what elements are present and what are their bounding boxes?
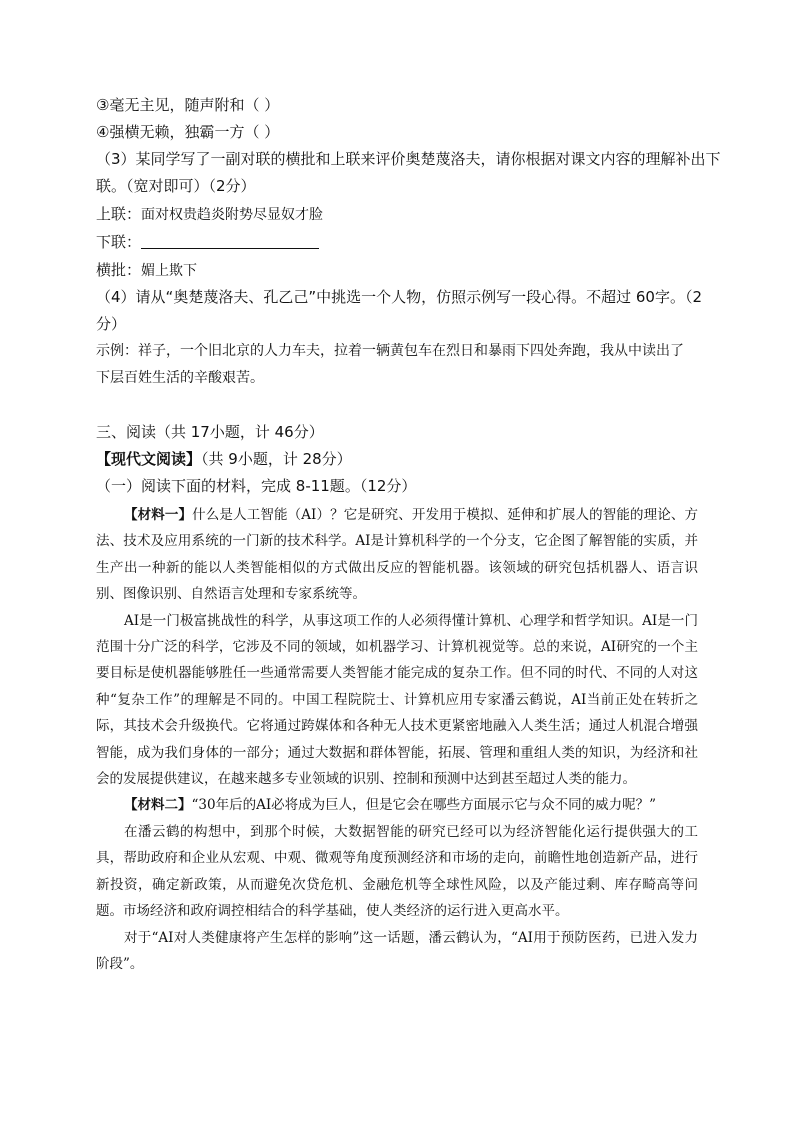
- q3-stem-line-1: （3）某同学写了一副对联的横批和上联来评价奥楚蔑洛夫，请你根据对课文内容的理解补出下: [96, 150, 721, 168]
- couplet-upper: [96, 203, 323, 226]
- q4-line-1: （4）请从“奥楚蔑洛夫、孔乙己”中挑选一个人物，仿照示例写一段心得。不超过 60字。（2: [96, 288, 702, 306]
- q3-stem-line-2: 联。（宽对即可）（2分）: [96, 177, 256, 195]
- q4-line-2: 分）: [96, 315, 127, 333]
- material-2-quote-text: “30年后的AI必将成为巨人，但是它会在哪些方面展示它与众不同的威力呢？”: [191, 797, 657, 814]
- example-line-2: 下层百姓生活的辛酸艰苦。: [96, 370, 264, 386]
- banner-label: 横批：: [96, 261, 142, 279]
- material-1-para-1-text: 什么是人工智能（AI）？它是研究、开发用于模拟、延伸和扩展人的智能的理论、方法、技术及应用系统的一门新的技术科学。AI是计算机科学的一个分支，它企图了解智能的实质，并生产出一种新的能以人类智能相似的方式做出反应的智能机器。该领域的研究包括机器人、语言识别、图像识别、自然语言处理和专家系统等。: [96, 507, 698, 603]
- reading-material: [96, 502, 698, 977]
- material-2-label: 【材料二】: [124, 797, 192, 814]
- lower-label: 下联：: [96, 233, 142, 251]
- material-2-para-2: 对于“AI对人类健康将产生怎样的影响”这一话题，潘云鹤认为，“AI用于预防医药，已进入发力阶段”。: [96, 929, 698, 972]
- example-line-1: 示例：祥子，一个旧北京的人力车夫，拉着一辆黄包车在烈日和暴雨下四处奔跑，我从中读出了: [96, 343, 684, 359]
- subsection-rest: （共 9小题，计 28分）: [201, 450, 352, 468]
- q3-option-3: ③毫无主见，随声附和（ ）: [96, 96, 280, 114]
- material-2-quote: [96, 792, 698, 818]
- part-one-instruction: （一）阅读下面的材料，完成 8-11题。（12分）: [96, 477, 417, 495]
- upper-text: 面对权贵趋炎附势尽显奴才脸: [141, 207, 324, 223]
- material-2-para-1: 在潘云鹤的构想中，到那个时候，大数据智能的研究已经可以为经济智能化运行提供强大的工具，帮助政府和企业从宏观、中观、微观等角度预测经济和市场的走向，前瞻性地创造新产品，进行新投资，确定新政策，从而避免次贷危机、金融危机等全球性风险，以及产能过剩、库存畸高等问题。市场经济和政府调控相结合的科学基础，使人类经济的运行进入更高水平。: [96, 823, 698, 920]
- material-1-para-1: [96, 502, 698, 608]
- subsection-label: 【现代文阅读】: [96, 450, 202, 468]
- couplet-lower: [96, 231, 319, 253]
- couplet-banner: [96, 259, 197, 282]
- material-1-label: 【材料一】: [124, 507, 193, 523]
- banner-text: 媚上欺下: [141, 263, 198, 279]
- upper-label: 上联：: [96, 205, 142, 223]
- q3-option-4: ④强横无赖，独霸一方（ ）: [96, 123, 280, 141]
- answer-blank[interactable]: [141, 232, 319, 249]
- section-title: 三、阅读（共 17小题，计 46分）: [96, 423, 324, 441]
- subsection-title: [96, 448, 352, 470]
- material-1-para-2: AI是一门极富挑战性的科学，从事这项工作的人必须得懂计算机、心理学和哲学知识。AI是一门范围十分广泛的科学，它涉及不同的领域，如机器学习、计算机视觉等。总的来说，AI研究的一个主要目标是使机器能够胜任一些通常需要人类智能才能完成的复杂工作。但不同的时代、不同的人对这种“复杂工作”的理解是不同的。中国工程院院士、计算机应用专家潘云鹤说，AI当前正处在转折之际，其技术会升级换代。它将通过跨媒体和各种无人技术更紧密地融入人类生活；通过人机混合增强智能，成为我们身体的一部分；通过大数据和群体智能，拓展、管理和重组人类的知识，为经济和社会的发展提供建议，在越来越多专业领域的识别、控制和预测中达到甚至超过人类的能力。: [96, 612, 698, 788]
